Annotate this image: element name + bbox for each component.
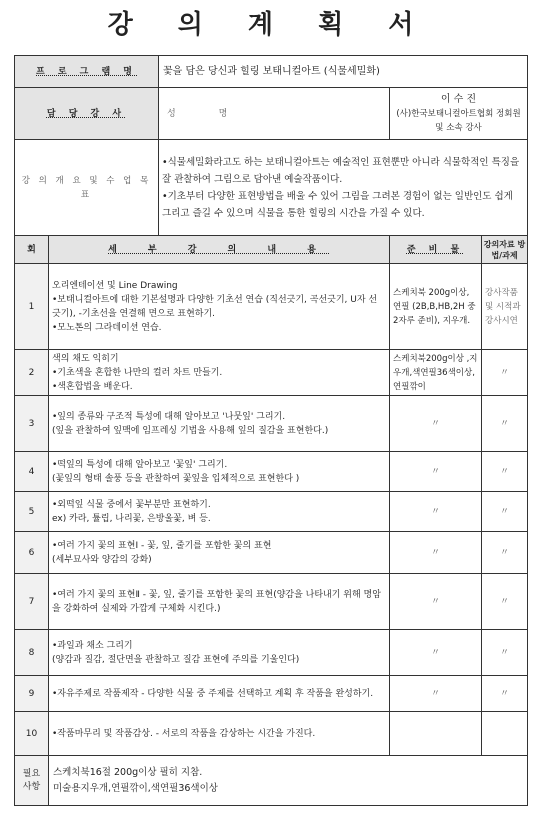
col-content: 세 부 강 의 내 용	[108, 244, 330, 255]
session-line: (잎을 관찰하여 잎맥에 임프레싱 기법을 사용해 잎의 질감을 표현한다.)	[52, 425, 329, 436]
program-row	[15, 56, 528, 88]
session-row	[15, 574, 528, 630]
session-line: 색의 채도 익히기	[52, 353, 119, 364]
session-line: •보태니컬아트에 대한 기본설명과 다양한 기초선 연습 (직선긋기, 곡선긋기, U자 선 긋기), -기초선을 연결해 면으로 표현하기.	[52, 294, 378, 319]
session-line: (세부묘사와 양감의 강화)	[52, 554, 152, 565]
column-header-row	[15, 236, 528, 264]
session-prep: 스케치북 200g이상, 연필 (2B,B,HB,2H 중 2자루 준비), 지우개.	[390, 264, 482, 350]
notes-row	[15, 756, 528, 806]
session-no: 7	[15, 574, 49, 630]
session-line: •자유주제로 작품제작 - 다양한 식물 중 주제를 선택하고 계획 후 작품을 완성하기.	[52, 688, 374, 699]
session-no: 2	[15, 350, 49, 396]
overview-content	[159, 140, 528, 236]
session-line: •과일과 채소 그리기	[52, 640, 133, 651]
session-no: 6	[15, 532, 49, 574]
session-prep: 스케치북200g이상 ,지우개,색연필36색이상,연필깎이	[390, 350, 482, 396]
session-row	[15, 676, 528, 712]
name-label: 성 명	[159, 88, 390, 140]
session-no: 10	[15, 712, 49, 756]
session-line: 오리엔테이션 및 Line Drawing	[52, 280, 178, 291]
session-row	[15, 264, 528, 350]
session-row	[15, 630, 528, 676]
overview-label: 강 의 개 요 및 수 업 목 표	[15, 140, 159, 236]
session-material: 〃	[482, 532, 528, 574]
session-material: 강사작품 및 시적과 강사시연	[482, 264, 528, 350]
session-content	[49, 676, 390, 712]
col-prep-cell	[390, 236, 482, 264]
instructor-info	[390, 88, 528, 140]
session-material: 〃	[482, 396, 528, 452]
session-material: 〃	[482, 630, 528, 676]
notes-line-2: 미술용지우개,연필깎이,색연필36색이상	[53, 782, 218, 794]
session-line: •작품마무리 및 작품감상. - 서로의 작품을 감상하는 시간을 가진다.	[52, 728, 316, 739]
session-material: 〃	[482, 492, 528, 532]
overview-row	[15, 140, 528, 236]
session-content	[49, 712, 390, 756]
session-line: •잎의 종류와 구조적 특성에 대해 알아보고 '나뭇잎' 그리기.	[52, 411, 286, 422]
notes-line-1: 스케치북16절 200g이상 필히 지참.	[53, 766, 203, 778]
session-line: •외떡잎 식물 중에서 꽃부분만 표현하기.	[52, 499, 211, 510]
session-content	[49, 396, 390, 452]
session-material: 〃	[482, 452, 528, 492]
session-line: •모노톤의 그라데이션 연습.	[52, 322, 162, 333]
session-content	[49, 630, 390, 676]
col-material: 강의자료 방법/과제	[482, 236, 528, 264]
overview-line-2: •기초부터 다양한 표현방법을 배울 수 있어 그림을 그려본 경험이 없는 일반인도 쉽게 그리고 즐길 수 있으며 식물을 통한 힐링의 시간을 가질 수 있다.	[162, 190, 513, 219]
session-material: 〃	[482, 350, 528, 396]
notes-label: 필요 사항	[15, 756, 49, 806]
session-line: ex) 카라, 튤립, 나리꽃, 은방울꽃, 벼 등.	[52, 513, 211, 524]
program-label-cell	[15, 56, 159, 88]
session-content	[49, 350, 390, 396]
session-no: 1	[15, 264, 49, 350]
session-row	[15, 532, 528, 574]
program-label: 프 로 그 램 명	[36, 66, 138, 77]
session-row	[15, 712, 528, 756]
lecture-plan-table	[14, 55, 528, 806]
session-content	[49, 264, 390, 350]
session-line: •떡잎의 특성에 대해 알아보고 '꽃잎' 그리기.	[52, 459, 228, 470]
session-content	[49, 492, 390, 532]
session-row	[15, 396, 528, 452]
session-row	[15, 452, 528, 492]
instructor-label-cell	[15, 88, 159, 140]
instructor-affiliation: (사)한국보태니컬아트협회 정회원 및 소속 강사	[396, 108, 521, 133]
session-row	[15, 492, 528, 532]
session-material: 〃	[482, 574, 528, 630]
session-content	[49, 532, 390, 574]
notes-content	[49, 756, 528, 806]
session-line: •여러 가지 꽃의 표현Ⅱ - 꽃, 잎, 줄기를 포함한 꽃의 표현(양감을 나타내기 위해 명암을 강화하여 실제와 가깝게 구체화 시킨다.)	[52, 589, 381, 614]
session-row	[15, 350, 528, 396]
session-no: 8	[15, 630, 49, 676]
instructor-name: 이 수 진	[440, 93, 477, 105]
session-prep: 〃	[390, 532, 482, 574]
session-prep	[390, 712, 482, 756]
session-no: 9	[15, 676, 49, 712]
session-prep: 〃	[390, 676, 482, 712]
session-no: 5	[15, 492, 49, 532]
session-prep: 〃	[390, 574, 482, 630]
page-title: 강 의 계 획 서	[107, 10, 432, 40]
session-material	[482, 712, 528, 756]
session-content	[49, 574, 390, 630]
session-material: 〃	[482, 676, 528, 712]
instructor-label: 담 당 강 사	[46, 108, 127, 119]
instructor-row	[15, 88, 528, 140]
session-prep: 〃	[390, 492, 482, 532]
session-content	[49, 452, 390, 492]
session-no: 3	[15, 396, 49, 452]
overview-line-1: •식물세밀화라고도 하는 보태니컬아트는 예술적인 표현뿐만 아니라 식물학적인 특징을 잘 관찰하여 그림으로 담아낸 예술작품이다.	[162, 156, 520, 185]
session-line: •색혼합법을 배운다.	[52, 381, 133, 392]
session-no: 4	[15, 452, 49, 492]
col-content-cell	[49, 236, 390, 264]
col-no: 회	[15, 236, 49, 264]
col-prep: 준 비 물	[406, 244, 465, 255]
session-prep: 〃	[390, 630, 482, 676]
session-line: (꽃잎의 형태 솔풍 등을 관찰하여 꽃잎을 입체적으로 표현한다 )	[52, 473, 300, 484]
session-line: •기초색을 혼합한 나만의 컬러 차트 만들기.	[52, 367, 223, 378]
program-name: 꽃을 담은 당신과 힐링 보태니컬아트 (식물세밀화)	[159, 56, 528, 88]
session-line: (양감과 질감, 절단면을 관찰하고 질감 표현에 주의를 기울인다)	[52, 654, 300, 665]
session-line: •여러 가지 꽃의 표현Ⅰ - 꽃, 잎, 줄기를 포함한 꽃의 표현	[52, 540, 272, 551]
session-prep: 〃	[390, 452, 482, 492]
session-prep: 〃	[390, 396, 482, 452]
